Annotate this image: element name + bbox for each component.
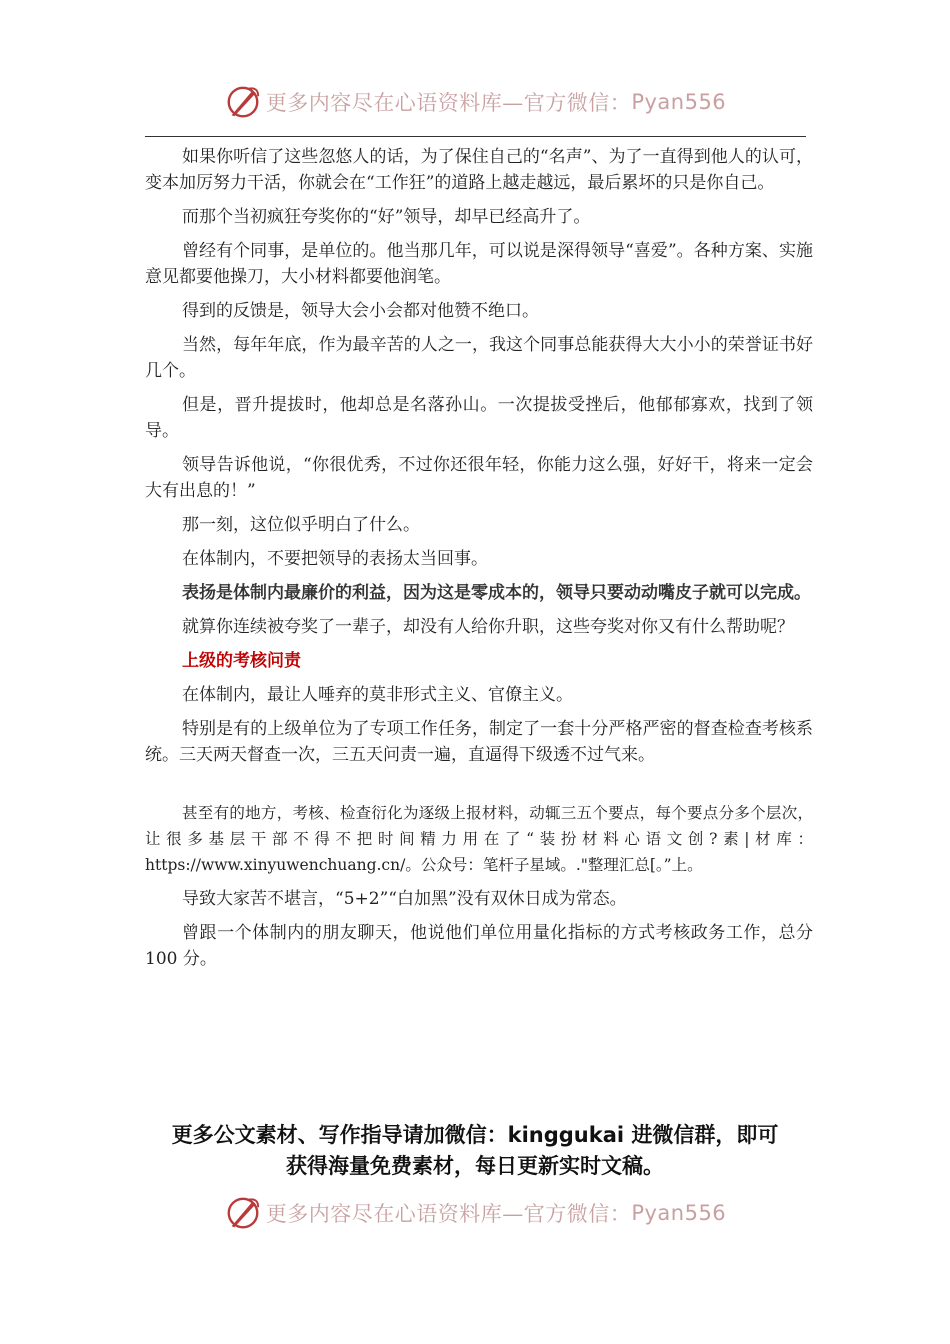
paragraph: 在体制内，不要把领导的表扬太当回事。 xyxy=(182,549,488,569)
paragraph: 如果你听信了这些忽悠人的话，为了保住自己的“名声”、为了一直得到他人的认可，变本加厉努力干活，你就会在“工作狂”的道路上越走越远，最后累坏的只是你自己。 xyxy=(145,147,813,193)
header-banner-text: 更多内容尽在心语资料库—官方微信： xyxy=(265,91,632,115)
paragraph: 领导告诉他说，“你很优秀，不过你还很年轻，你能力这么强，好好干，将来一定会大有出息的！” xyxy=(145,455,813,501)
paragraph: 就算你连续被夸奖了一辈子，却没有人给你升职，这些夸奖对你又有什么帮助呢？ xyxy=(182,617,794,637)
paragraph: 曾跟一个体制内的朋友聊天，他说他们单位用量化指标的方式考核政务工作，总分 100 分。 xyxy=(145,923,813,969)
footer-wechat-id: Pyan556 xyxy=(631,1201,727,1225)
footer-banner xyxy=(0,1193,950,1233)
paragraph: 导致大家苦不堪言，“5+2”“白加黑”没有双休日成为常态。 xyxy=(182,889,627,909)
promo-callout xyxy=(140,1120,810,1182)
article-body xyxy=(145,144,813,980)
header-wechat-id: Pyan556 xyxy=(631,90,727,114)
paragraph: 甚至有的地方，考核、检查衍化为逐级上报材料，动辄三五个要点，每个要点分多个层次，让很多基层干部不得不把时间精力用在了“装扮材料心语文创?素|材库：https://www.xinyuwenchuang.cn/。公众号：笔杆子星域。."整理汇总[。”上。 xyxy=(145,804,813,874)
quill-logo-icon xyxy=(224,83,262,121)
paragraph: 那一刻，这位似乎明白了什么。 xyxy=(182,515,420,535)
promo-line-2: 获得海量免费素材，每日更新实时文稿。 xyxy=(286,1154,664,1178)
paragraph: 当然，每年年底，作为最辛苦的人之一，我这个同事总能获得大大小小的荣誉证书好几个。 xyxy=(145,335,813,381)
header-divider xyxy=(145,136,806,137)
paragraph: 曾经有个同事，是单位的。他当那几年，可以说是深得领导“喜爱”。各种方案、实施意见都要他操刀，大小材料都要他润笔。 xyxy=(145,241,813,287)
paragraph: 而那个当初疯狂夸奖你的“好”领导，却早已经高升了。 xyxy=(182,207,591,227)
paragraph: 特别是有的上级单位为了专项工作任务，制定了一套十分严格严密的督查检查考核系统。三天两天督查一次，三五天问责一遍，直逼得下级透不过气来。 xyxy=(145,719,813,765)
paragraph: 在体制内，最让人唾弃的莫非形式主义、官僚主义。 xyxy=(182,685,573,705)
footer-banner-text: 更多内容尽在心语资料库—官方微信： xyxy=(265,1202,632,1226)
paragraph: 但是，晋升提拔时，他却总是名落孙山。一次提拔受挫后，他郁郁寡欢，找到了领导。 xyxy=(145,395,813,441)
section-heading: 上级的考核问责 xyxy=(182,651,301,671)
quill-logo-icon xyxy=(224,1194,262,1232)
paragraph: 得到的反馈是，领导大会小会都对他赞不绝口。 xyxy=(182,301,539,321)
promo-line-1: 更多公文素材、写作指导请加微信：kinggukai 进微信群，即可 xyxy=(171,1123,779,1147)
bold-paragraph: 表扬是体制内最廉价的利益，因为这是零成本的，领导只要动动嘴皮子就可以完成。 xyxy=(182,583,811,603)
header-banner xyxy=(0,82,950,122)
